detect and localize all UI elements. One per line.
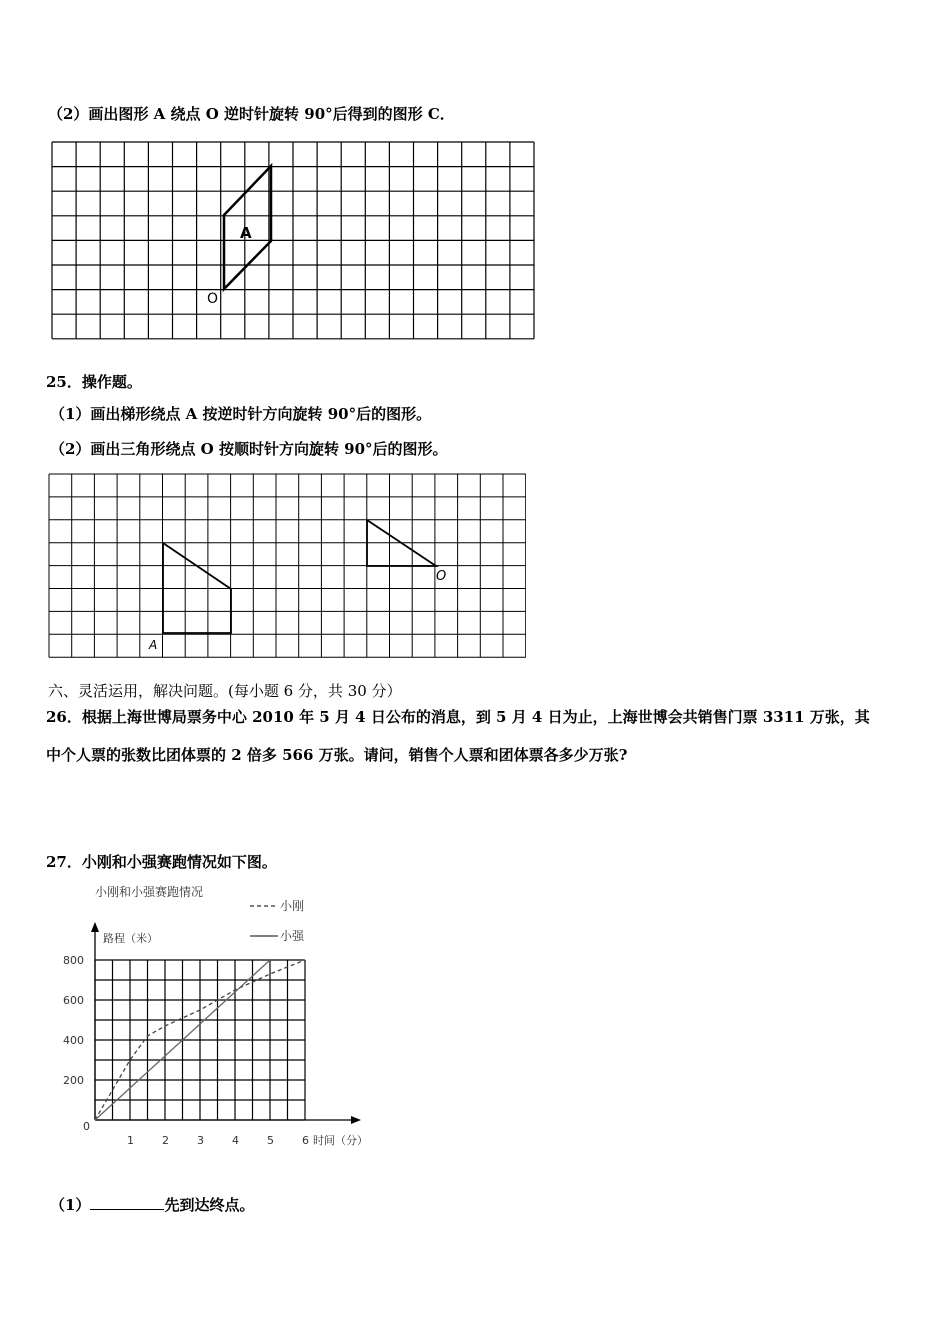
q27-part1: （1） 先到达终点。 xyxy=(50,1196,255,1214)
y-tick-label: 200 xyxy=(63,1074,84,1087)
chart-axes xyxy=(91,922,361,1124)
grid1-label-a: A xyxy=(240,224,252,242)
q27-title: 27．小刚和小强赛跑情况如下图。 xyxy=(46,853,277,871)
rotation-grid-2 xyxy=(48,473,526,660)
y-axis-arrow xyxy=(91,922,99,932)
origin-label: 0 xyxy=(83,1120,90,1133)
answer-blank[interactable] xyxy=(90,1195,164,1210)
x-axis-arrow xyxy=(351,1116,361,1124)
x-tick-label: 5 xyxy=(267,1134,274,1147)
q25-part2: （2）画出三角形绕点 O 按顺时针方向旋转 90°后的图形。 xyxy=(50,440,448,458)
y-tick-label: 800 xyxy=(63,954,84,967)
q26-line2: 中个人票的张数比团体票的 2 倍多 566 万张。请问，销售个人票和团体票各多少万张? xyxy=(46,746,628,764)
y-axis-label: 路程（米） xyxy=(103,932,158,945)
x-axis-label: 时间（分） xyxy=(313,1134,368,1147)
legend-xiaoqiang: 小强 xyxy=(280,929,305,943)
q25-title: 25．操作题。 xyxy=(46,373,142,391)
q26-line1: 26．根据上海世博局票务中心 2010 年 5 月 4 日公布的消息，到 5 月 4 日为止，上海世博会共销售门票 3311 万张，其 xyxy=(46,708,870,726)
grid2-label-o: O xyxy=(436,569,447,584)
x-tick-label: 1 xyxy=(127,1134,134,1147)
y-tick-label: 600 xyxy=(63,994,84,1007)
x-tick-label: 2 xyxy=(162,1134,169,1147)
chart-legend xyxy=(250,898,305,943)
chart-grid xyxy=(95,960,305,1120)
grid1-label-o: O xyxy=(207,291,219,307)
x-tick-label: 6 xyxy=(302,1134,309,1147)
race-chart xyxy=(40,878,375,1150)
y-tick-label: 400 xyxy=(63,1034,84,1047)
rotation-grid-1 xyxy=(50,140,535,342)
q24-part2-text: （2）画出图形 A 绕点 O 逆时针旋转 90°后得到的图形 C． xyxy=(48,105,455,123)
chart-title: 小刚和小强赛跑情况 xyxy=(95,885,204,899)
grid2-label-a: A xyxy=(149,638,158,652)
section-6-heading: 六、灵活运用，解决问题。(每小题 6 分，共 30 分） xyxy=(48,682,402,700)
x-tick-label: 4 xyxy=(232,1134,239,1147)
q25-part1: （1）画出梯形绕点 A 按逆时针方向旋转 90°后的图形。 xyxy=(50,405,432,423)
x-tick-label: 3 xyxy=(197,1134,204,1147)
legend-xiaogang: 小刚 xyxy=(280,899,305,913)
